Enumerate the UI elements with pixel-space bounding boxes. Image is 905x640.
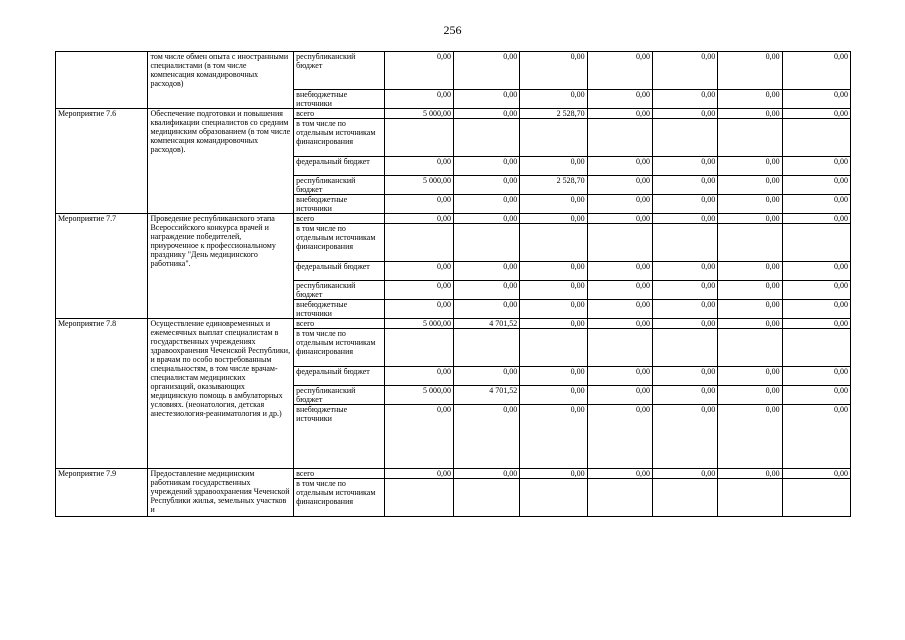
value-cell: 0,00 <box>384 469 453 479</box>
value-cell: 0,00 <box>782 157 850 176</box>
funding-source-cell: федеральный бюджет <box>294 157 384 176</box>
funding-source-cell: внебюджетные источники <box>294 405 384 469</box>
value-cell <box>384 119 453 157</box>
value-cell: 0,00 <box>782 52 850 90</box>
funding-source-cell: федеральный бюджет <box>294 367 384 386</box>
value-cell: 0,00 <box>782 281 850 300</box>
value-cell <box>652 329 717 367</box>
value-cell: 0,00 <box>384 52 453 90</box>
value-cell: 2 528,70 <box>520 109 587 119</box>
value-cell: 0,00 <box>587 469 652 479</box>
funding-source-cell: всего <box>294 214 384 224</box>
funding-source-cell: федеральный бюджет <box>294 262 384 281</box>
value-cell <box>520 329 587 367</box>
value-cell: 0,00 <box>453 195 519 214</box>
value-cell: 0,00 <box>520 469 587 479</box>
value-cell: 0,00 <box>453 214 519 224</box>
funding-source-cell: республиканский бюджет <box>294 386 384 405</box>
value-cell <box>384 329 453 367</box>
value-cell: 0,00 <box>652 176 717 195</box>
value-cell: 0,00 <box>520 281 587 300</box>
value-cell: 0,00 <box>718 367 782 386</box>
value-cell <box>587 119 652 157</box>
value-cell: 0,00 <box>652 300 717 319</box>
value-cell <box>587 224 652 262</box>
value-cell <box>587 329 652 367</box>
value-cell: 0,00 <box>652 281 717 300</box>
value-cell <box>718 224 782 262</box>
value-cell: 0,00 <box>718 157 782 176</box>
value-cell: 0,00 <box>587 90 652 109</box>
value-cell <box>384 224 453 262</box>
value-cell: 0,00 <box>587 405 652 469</box>
value-cell: 0,00 <box>782 176 850 195</box>
value-cell: 0,00 <box>587 262 652 281</box>
value-cell: 0,00 <box>587 281 652 300</box>
funding-source-cell: республиканский бюджет <box>294 176 384 195</box>
value-cell: 0,00 <box>652 405 717 469</box>
value-cell: 0,00 <box>520 367 587 386</box>
value-cell <box>453 119 519 157</box>
value-cell: 0,00 <box>718 405 782 469</box>
value-cell: 0,00 <box>520 262 587 281</box>
funding-source-cell: всего <box>294 469 384 479</box>
description-cell: Осуществление единовременных и ежемесячных выплат специалистам в государственных учреждениях здравоохранения Чеченской Республики, и врачам по особо востребованным специальностям, в том числе врачам-специалистам медицинских организаций, оказывающих медицинскую помощь в амбулаторных условиях. (неонатология, детская анестезиология-реаниматология и др.) <box>148 319 294 469</box>
value-cell: 0,00 <box>718 319 782 329</box>
value-cell: 5 000,00 <box>384 386 453 405</box>
funding-source-cell: внебюджетные источники <box>294 195 384 214</box>
value-cell: 5 000,00 <box>384 176 453 195</box>
value-cell: 0,00 <box>718 176 782 195</box>
funding-source-cell: в том числе по отдельным источникам финансирования <box>294 329 384 367</box>
value-cell: 0,00 <box>587 300 652 319</box>
value-cell: 0,00 <box>652 469 717 479</box>
value-cell <box>718 119 782 157</box>
value-cell: 0,00 <box>718 281 782 300</box>
funding-source-cell: в том числе по отдельным источникам финансирования <box>294 224 384 262</box>
funding-source-cell: всего <box>294 109 384 119</box>
value-cell: 0,00 <box>453 176 519 195</box>
value-cell <box>718 479 782 517</box>
value-cell <box>453 224 519 262</box>
value-cell: 5 000,00 <box>384 109 453 119</box>
value-cell: 0,00 <box>587 367 652 386</box>
value-cell: 0,00 <box>718 90 782 109</box>
value-cell: 0,00 <box>652 90 717 109</box>
value-cell: 0,00 <box>782 300 850 319</box>
value-cell: 0,00 <box>587 109 652 119</box>
value-cell: 0,00 <box>520 214 587 224</box>
value-cell: 0,00 <box>782 386 850 405</box>
value-cell <box>587 479 652 517</box>
funding-source-cell: внебюджетные источники <box>294 300 384 319</box>
value-cell: 0,00 <box>718 195 782 214</box>
value-cell: 0,00 <box>652 214 717 224</box>
value-cell: 0,00 <box>384 214 453 224</box>
value-cell: 0,00 <box>782 262 850 281</box>
value-cell: 0,00 <box>384 195 453 214</box>
value-cell: 0,00 <box>453 300 519 319</box>
value-cell <box>520 224 587 262</box>
measure-cell: Мероприятие 7.9 <box>56 469 148 517</box>
value-cell: 0,00 <box>652 195 717 214</box>
measure-cell: Мероприятие 7.8 <box>56 319 148 469</box>
measure-cell: Мероприятие 7.7 <box>56 214 148 319</box>
value-cell: 0,00 <box>384 367 453 386</box>
measure-cell: Мероприятие 7.6 <box>56 109 148 214</box>
value-cell: 0,00 <box>384 300 453 319</box>
value-cell <box>652 119 717 157</box>
value-cell <box>718 329 782 367</box>
funding-source-cell: внебюджетные источники <box>294 90 384 109</box>
description-cell: Обеспечение подготовки и повышения квалификации специалистов со средним медицинским образованием (в том числе компенсация командировочных расходов). <box>148 109 294 214</box>
value-cell: 0,00 <box>520 319 587 329</box>
value-cell: 2 528,70 <box>520 176 587 195</box>
value-cell <box>652 224 717 262</box>
value-cell: 0,00 <box>718 262 782 281</box>
value-cell: 0,00 <box>453 52 519 90</box>
value-cell <box>782 119 850 157</box>
value-cell: 0,00 <box>453 157 519 176</box>
value-cell: 0,00 <box>782 319 850 329</box>
value-cell <box>782 479 850 517</box>
value-cell: 0,00 <box>453 262 519 281</box>
value-cell: 0,00 <box>587 214 652 224</box>
description-cell: том числе обмен опыта с иностранными специалистами (в том числе компенсация командировочных расходов) <box>148 52 294 109</box>
value-cell: 0,00 <box>587 386 652 405</box>
value-cell: 0,00 <box>520 90 587 109</box>
value-cell: 0,00 <box>652 109 717 119</box>
value-cell: 0,00 <box>782 367 850 386</box>
value-cell: 0,00 <box>782 90 850 109</box>
value-cell: 0,00 <box>718 214 782 224</box>
funding-source-cell: всего <box>294 319 384 329</box>
value-cell: 0,00 <box>520 52 587 90</box>
value-cell: 0,00 <box>520 405 587 469</box>
funding-source-cell: в том числе по отдельным источникам финансирования <box>294 479 384 517</box>
value-cell: 0,00 <box>652 319 717 329</box>
measure-cell <box>56 52 148 109</box>
value-cell: 0,00 <box>782 469 850 479</box>
value-cell: 0,00 <box>587 157 652 176</box>
value-cell <box>384 479 453 517</box>
description-cell: Предоставление медицинским работникам государственных учреждений здравоохранения Чеченской Республики жилья, земельных участков и <box>148 469 294 517</box>
value-cell: 0,00 <box>652 367 717 386</box>
page-number: 256 <box>443 23 462 37</box>
value-cell: 0,00 <box>587 176 652 195</box>
funding-source-cell: республиканский бюджет <box>294 52 384 90</box>
value-cell: 0,00 <box>453 90 519 109</box>
value-cell: 0,00 <box>384 405 453 469</box>
value-cell: 0,00 <box>587 52 652 90</box>
value-cell: 0,00 <box>718 300 782 319</box>
value-cell: 0,00 <box>782 195 850 214</box>
value-cell: 0,00 <box>520 386 587 405</box>
value-cell <box>520 119 587 157</box>
value-cell: 0,00 <box>384 90 453 109</box>
value-cell: 0,00 <box>652 386 717 405</box>
value-cell: 0,00 <box>520 157 587 176</box>
value-cell: 0,00 <box>718 109 782 119</box>
value-cell: 0,00 <box>384 262 453 281</box>
value-cell: 0,00 <box>652 52 717 90</box>
value-cell: 0,00 <box>782 109 850 119</box>
value-cell <box>453 329 519 367</box>
budget-table <box>55 51 851 517</box>
value-cell: 0,00 <box>453 367 519 386</box>
funding-source-cell: республиканский бюджет <box>294 281 384 300</box>
value-cell <box>520 479 587 517</box>
value-cell: 0,00 <box>652 262 717 281</box>
value-cell: 0,00 <box>587 319 652 329</box>
value-cell: 0,00 <box>652 157 717 176</box>
value-cell <box>652 479 717 517</box>
value-cell: 0,00 <box>453 405 519 469</box>
funding-source-cell: в том числе по отдельным источникам финансирования <box>294 119 384 157</box>
value-cell: 0,00 <box>453 109 519 119</box>
value-cell: 0,00 <box>384 281 453 300</box>
value-cell <box>782 224 850 262</box>
value-cell: 0,00 <box>587 195 652 214</box>
value-cell <box>782 329 850 367</box>
value-cell: 0,00 <box>453 281 519 300</box>
value-cell: 0,00 <box>384 157 453 176</box>
value-cell: 4 701,52 <box>453 386 519 405</box>
value-cell: 0,00 <box>782 405 850 469</box>
value-cell: 0,00 <box>718 52 782 90</box>
value-cell: 0,00 <box>782 214 850 224</box>
value-cell: 0,00 <box>520 195 587 214</box>
description-cell: Проведение республиканского этапа Всероссийского конкурса врачей и награждение победителей, приуроченное к профессиональному празднику "День медицинского работника". <box>148 214 294 319</box>
value-cell: 0,00 <box>718 386 782 405</box>
value-cell: 0,00 <box>718 469 782 479</box>
value-cell: 0,00 <box>520 300 587 319</box>
value-cell: 0,00 <box>453 469 519 479</box>
value-cell <box>453 479 519 517</box>
value-cell: 4 701,52 <box>453 319 519 329</box>
value-cell: 5 000,00 <box>384 319 453 329</box>
